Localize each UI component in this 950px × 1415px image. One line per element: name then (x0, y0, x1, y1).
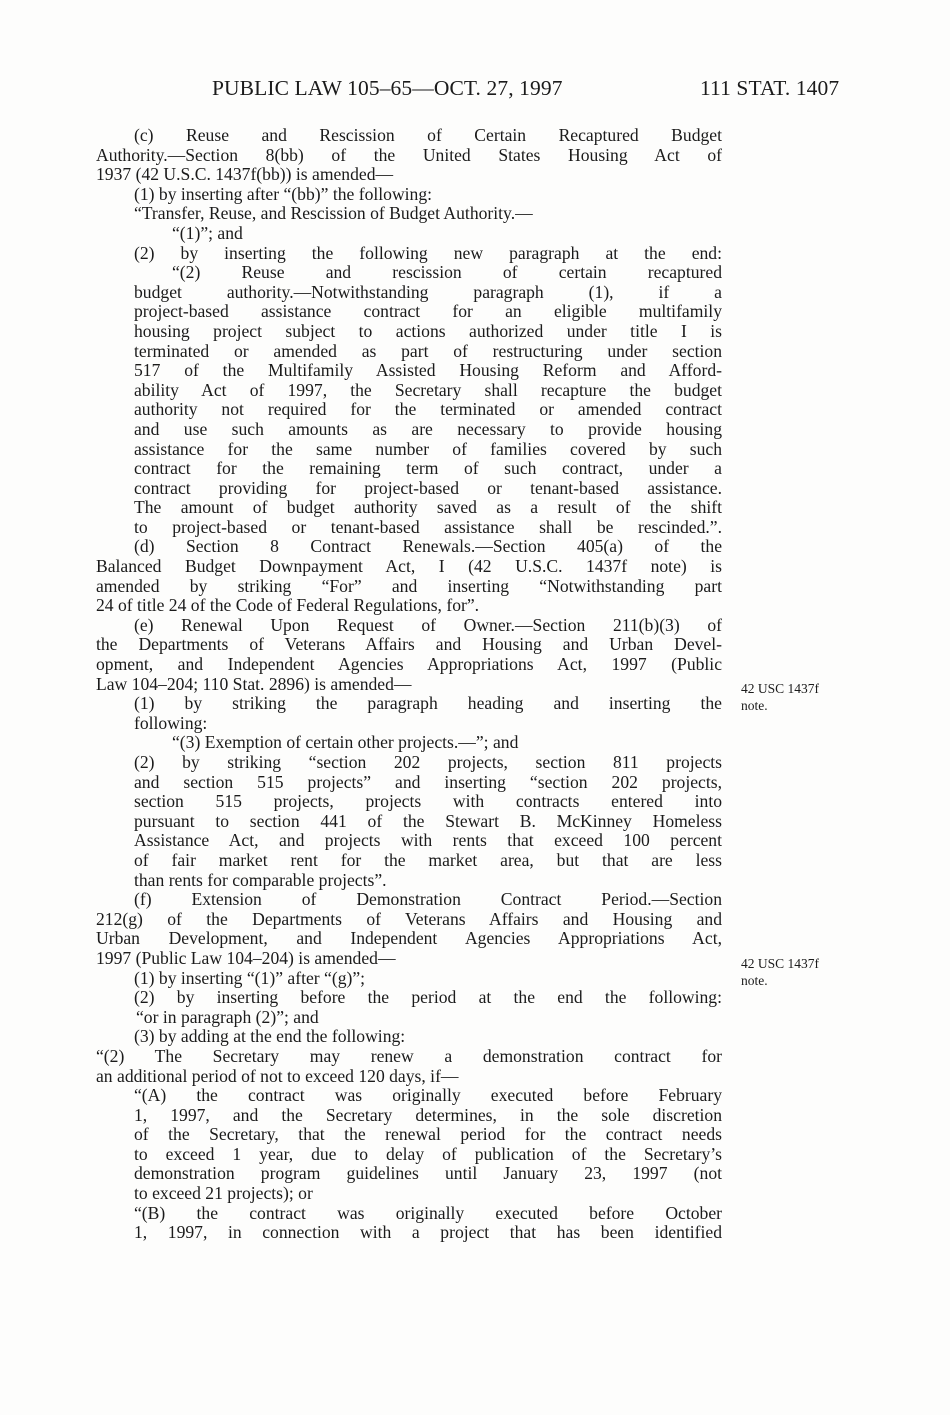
text-line: of fair market rent for the market area, but that are less (134, 849, 722, 870)
paragraph-line: (2) by striking “section 202 projects, section 811 projects (134, 752, 722, 772)
paragraph-line: (2) by inserting the following new paragraph at the end: (134, 242, 722, 263)
margin-note-citation: 42 USC 1437f (741, 956, 820, 971)
text-line: project-based assistance contract for an eligible multifamily (134, 301, 722, 322)
text-line: The amount of budget authority saved as a result of the shift (134, 497, 722, 518)
paragraph-line: (1) by striking the paragraph heading and inserting the (134, 693, 722, 714)
text-line: 517 of the Multifamily Assisted Housing Reform and Afford- (134, 360, 722, 381)
text-line: assistance for the same number of families covered by such (134, 438, 722, 459)
body-text (96, 126, 722, 1243)
subsection-e-heading: (e) Renewal Upon Request of Owner.—Section 211(b)(3) of (134, 614, 722, 635)
text-line: pursuant to section 441 of the Stewart B. McKinney Homeless (134, 810, 722, 831)
margin-note-usc (741, 955, 851, 989)
text-line: 212(g) of the Departments of Veterans Affairs and Housing and (96, 908, 722, 929)
text-line: contract for the remaining term of such contract, under a (134, 458, 722, 479)
text-line: 1937 (42 U.S.C. 1437f(bb)) is amended— (96, 164, 394, 185)
text-line: and section 515 projects” and inserting “section 202 projects, (134, 771, 722, 792)
text-line: the Departments of Veterans Affairs and Housing and Urban Devel- (96, 634, 722, 655)
text-line: following: (134, 712, 208, 733)
paragraph-line: (2) by inserting before the period at the end the following: (134, 987, 722, 1008)
header-stat-page: 111 STAT. 1407 (700, 76, 840, 100)
quoted-heading: “Transfer, Reuse, and Rescission of Budget Authority.— (134, 203, 533, 224)
text-line: opment, and Independent Agencies Appropriations Act, 1997 (Public (96, 654, 722, 675)
text-line: authority not required for the terminated or amended contract (134, 399, 722, 420)
margin-note-suffix: note. (741, 698, 768, 713)
subsection-c-heading: (c) Reuse and Rescission of Certain Recaptured Budget (134, 125, 722, 145)
running-head (0, 76, 950, 106)
margin-note-usc (741, 680, 851, 714)
text-line: Law 104–204; 110 Stat. 2896) is amended— (96, 673, 412, 694)
margin-note-suffix: note. (741, 973, 768, 988)
text-line: “or in paragraph (2)”; and (136, 1006, 319, 1027)
text-line: 1, 1997, and the Secretary determines, in the sole discretion (134, 1104, 722, 1125)
paragraph-line: (3) by adding at the end the following: (134, 1026, 406, 1047)
text-line: 1, 1997, in connection with a project that has been identified (134, 1222, 722, 1243)
text-line: contract providing for project-based or tenant-based assistance. (134, 477, 722, 498)
text-line: ability Act of 1997, the Secretary shall recapture the budget (134, 379, 722, 400)
text-line: amended by striking “For” and inserting “Notwithstanding part (96, 575, 722, 596)
text-line: “(1)”; and (172, 222, 243, 243)
subparagraph-a: “(A) the contract was originally executed before February (134, 1085, 722, 1106)
paragraph-line: (1) by inserting “(1)” after “(g)”; (134, 967, 366, 988)
text-line: section 515 projects, projects with contracts entered into (134, 791, 722, 812)
header-law-citation: PUBLIC LAW 105–65—OCT. 27, 1997 (212, 76, 563, 100)
quoted-paragraph: “(2) The Secretary may renew a demonstration contract for (96, 1045, 722, 1066)
text-line: to exceed 1 year, due to delay of publication of the Secretary’s (134, 1143, 722, 1164)
subparagraph-b: “(B) the contract was originally executed before October (134, 1202, 722, 1223)
paragraph-line: (1) by inserting after “(bb)” the following: (134, 183, 433, 204)
text-line: of the Secretary, that the renewal period for the contract needs (134, 1124, 722, 1145)
text-line: to project-based or tenant-based assistance shall be rescinded.”. (134, 516, 722, 537)
text-line: to exceed 21 projects); or (134, 1183, 313, 1204)
text-line: Balanced Budget Downpayment Act, I (42 U.S.C. 1437f note) is (96, 556, 722, 577)
text-line: demonstration program guidelines until January 23, 1997 (not (134, 1163, 722, 1184)
text-line: than rents for comparable projects”. (134, 869, 387, 890)
subsection-d-heading: (d) Section 8 Contract Renewals.—Section 405(a) of the (134, 536, 722, 557)
text-line: terminated or amended as part of restructuring under section (134, 340, 722, 361)
text-line: budget authority.—Notwithstanding paragraph (1), if a (134, 281, 722, 302)
text-line: Urban Development, and Independent Agencies Appropriations Act, (96, 928, 722, 949)
quoted-paragraph-heading: “(2) Reuse and rescission of certain recaptured (172, 262, 722, 283)
text-line: Assistance Act, and projects with rents that exceed 100 percent (134, 830, 722, 851)
subsection-f-heading: (f) Extension of Demonstration Contract Period.—Section (134, 889, 722, 910)
text-line: Authority.—Section 8(bb) of the United States Housing Act of (96, 144, 722, 165)
text-line: 24 of title 24 of the Code of Federal Regulations, for”. (96, 595, 480, 616)
text-line: housing project subject to actions authorized under title I is (134, 320, 722, 341)
text-line: an additional period of not to exceed 120 days, if— (96, 1065, 459, 1086)
text-line: and use such amounts as are necessary to provide housing (134, 418, 722, 439)
text-line: 1997 (Public Law 104–204) is amended— (96, 947, 396, 968)
margin-note-citation: 42 USC 1437f (741, 681, 820, 696)
quoted-heading: “(3) Exemption of certain other projects.—”; and (172, 732, 519, 753)
